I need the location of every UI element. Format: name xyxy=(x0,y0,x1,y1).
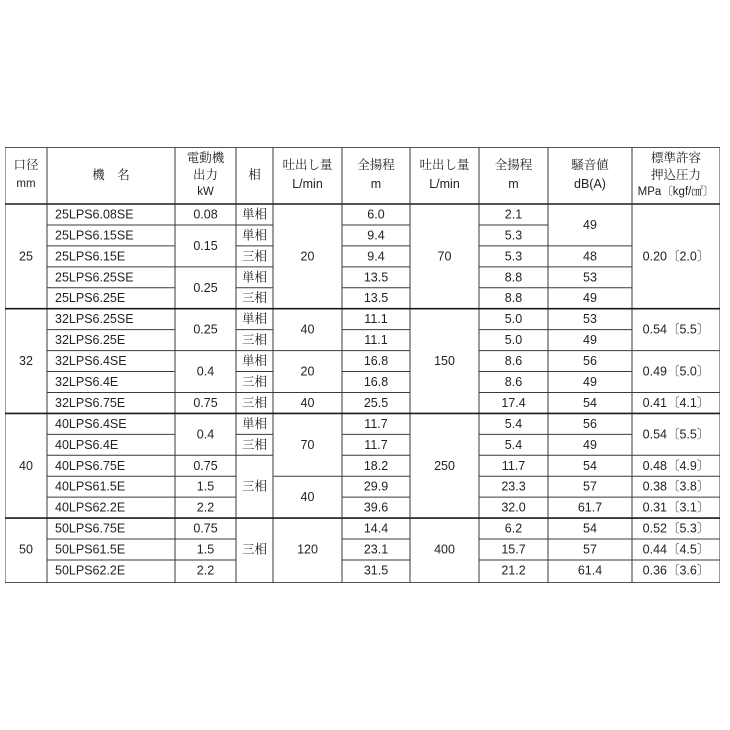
phase-cell: 三相 xyxy=(241,374,268,389)
model-cell: 25LPS6.25E xyxy=(55,291,126,306)
model-cell: 50LPS61.5E xyxy=(55,542,126,557)
discharge1-cell: 40 xyxy=(300,490,315,505)
model-cell: 50LPS6.75E xyxy=(55,521,126,536)
head2-cell: 5.4 xyxy=(504,437,523,452)
noise-cell: 49 xyxy=(583,374,597,389)
pressure-cell: 0.52〔5.3〕 xyxy=(642,521,710,536)
head1-cell: 6.0 xyxy=(367,207,385,222)
discharge2-cell: 250 xyxy=(434,458,455,473)
header-motor-unit: kW xyxy=(197,186,214,198)
header-motor: 電動機 xyxy=(186,151,225,165)
head2-cell: 5.0 xyxy=(504,333,523,348)
phase-cell: 三相 xyxy=(241,333,268,348)
model-cell: 40LPS61.5E xyxy=(55,479,126,494)
discharge2-cell: 70 xyxy=(437,249,452,264)
header-pressure: 押込圧力 xyxy=(650,168,702,182)
discharge1-cell: 70 xyxy=(300,437,315,452)
header-noise: 騒音値 xyxy=(571,158,609,172)
motor-cell: 2.2 xyxy=(196,500,215,515)
head1-cell: 9.4 xyxy=(367,249,385,264)
head1-cell: 31.5 xyxy=(363,563,389,578)
head2-cell: 8.8 xyxy=(504,291,523,306)
motor-cell: 0.15 xyxy=(193,238,218,253)
phase-cell: 三相 xyxy=(241,542,268,557)
header-discharge1: L/min xyxy=(292,177,323,191)
phase-cell: 単相 xyxy=(241,228,268,243)
noise-cell: 54 xyxy=(583,458,597,473)
noise-cell: 53 xyxy=(583,312,597,327)
motor-cell: 0.75 xyxy=(193,395,218,410)
discharge1-cell: 120 xyxy=(297,542,318,557)
head2-cell: 5.3 xyxy=(504,228,523,243)
discharge1-cell: 40 xyxy=(300,322,315,337)
header-head1: 全揚程 xyxy=(357,158,395,172)
motor-cell: 0.75 xyxy=(193,458,218,473)
header-pressure-unit: MPa〔kgf/㎠〕 xyxy=(637,186,715,198)
header-head1: m xyxy=(370,177,382,191)
pressure-cell: 0.49〔5.0〕 xyxy=(642,364,710,379)
header-pressure: 標準許容 xyxy=(650,151,702,165)
header-caliber-unit: mm xyxy=(16,178,36,190)
pressure-cell: 0.48〔4.9〕 xyxy=(642,458,710,473)
head1-cell: 39.6 xyxy=(363,500,389,515)
discharge1-cell: 40 xyxy=(300,395,315,410)
model-cell: 32LPS6.75E xyxy=(55,395,126,410)
caliber-cell: 50 xyxy=(19,542,33,557)
model-cell: 25LPS6.25SE xyxy=(55,270,134,285)
header-motor: 出力 xyxy=(192,168,219,182)
model-cell: 25LPS6.15E xyxy=(55,249,126,264)
head1-cell: 11.7 xyxy=(364,437,388,452)
noise-cell: 49 xyxy=(583,333,597,348)
phase-cell: 単相 xyxy=(241,416,268,431)
head1-cell: 14.4 xyxy=(363,521,389,536)
head2-cell: 15.7 xyxy=(501,542,526,557)
header-discharge2: L/min xyxy=(429,177,460,191)
model-cell: 32LPS6.4SE xyxy=(55,354,127,369)
model-cell: 40LPS62.2E xyxy=(55,500,126,515)
motor-cell: 0.25 xyxy=(193,280,218,295)
header-phase: 相 xyxy=(248,168,261,182)
discharge2-cell: 150 xyxy=(434,354,455,369)
head2-cell: 6.2 xyxy=(504,521,523,536)
noise-cell: 49 xyxy=(583,217,597,232)
noise-cell: 56 xyxy=(583,354,597,369)
head1-cell: 11.7 xyxy=(364,416,388,431)
head1-cell: 13.5 xyxy=(363,291,389,306)
head2-cell: 32.0 xyxy=(501,500,526,515)
head2-cell: 23.3 xyxy=(501,479,526,494)
pressure-cell: 0.36〔3.6〕 xyxy=(642,563,710,578)
head2-cell: 2.1 xyxy=(504,207,523,222)
noise-cell: 54 xyxy=(583,395,597,410)
motor-cell: 1.5 xyxy=(196,479,215,494)
motor-cell: 2.2 xyxy=(196,563,215,578)
head2-cell: 21.2 xyxy=(501,563,526,578)
discharge1-cell: 20 xyxy=(300,364,315,379)
pressure-cell: 0.20〔2.0〕 xyxy=(642,249,710,264)
phase-cell: 単相 xyxy=(241,312,268,327)
noise-cell: 57 xyxy=(583,542,597,557)
model-cell: 32LPS6.25E xyxy=(55,333,126,348)
header-caliber: 口径 xyxy=(13,158,39,172)
phase-cell: 単相 xyxy=(241,270,268,285)
model-cell: 40LPS6.75E xyxy=(55,458,126,473)
phase-cell: 三相 xyxy=(241,395,268,410)
caliber-cell: 32 xyxy=(19,354,33,369)
head2-cell: 8.6 xyxy=(504,354,523,369)
head2-cell: 11.7 xyxy=(501,458,526,473)
head1-cell: 11.1 xyxy=(364,312,388,327)
caliber-cell: 40 xyxy=(19,458,33,473)
noise-cell: 61.7 xyxy=(577,500,603,515)
motor-cell: 0.75 xyxy=(193,521,218,536)
motor-cell: 0.08 xyxy=(193,207,218,222)
motor-cell: 1.5 xyxy=(196,542,215,557)
head2-cell: 8.6 xyxy=(504,374,523,389)
discharge2-cell: 400 xyxy=(434,542,455,557)
noise-cell: 56 xyxy=(583,416,597,431)
head1-cell: 13.5 xyxy=(363,270,389,285)
head1-cell: 11.1 xyxy=(364,333,388,348)
phase-cell: 三相 xyxy=(241,291,268,306)
noise-cell: 49 xyxy=(583,437,597,452)
noise-cell: 48 xyxy=(583,249,597,264)
motor-cell: 0.25 xyxy=(193,322,218,337)
header-head2: 全揚程 xyxy=(494,158,533,172)
header-head2: m xyxy=(508,177,519,191)
caliber-cell: 25 xyxy=(19,249,33,264)
model-cell: 50LPS62.2E xyxy=(55,563,126,578)
head1-cell: 9.4 xyxy=(367,228,385,243)
model-cell: 40LPS6.4SE xyxy=(55,416,127,431)
model-cell: 32LPS6.4E xyxy=(55,374,119,389)
head1-cell: 16.8 xyxy=(363,354,389,369)
noise-cell: 49 xyxy=(583,291,597,306)
header-discharge2: 吐出し量 xyxy=(419,158,470,172)
pressure-cell: 0.44〔4.5〕 xyxy=(642,542,710,557)
head1-cell: 29.9 xyxy=(363,479,389,494)
head2-cell: 5.0 xyxy=(504,312,523,327)
pressure-cell: 0.41〔4.1〕 xyxy=(642,395,710,410)
pressure-cell: 0.38〔3.8〕 xyxy=(642,479,710,494)
head2-cell: 5.3 xyxy=(504,249,523,264)
noise-cell: 53 xyxy=(583,270,597,285)
pressure-cell: 0.31〔3.1〕 xyxy=(642,500,710,515)
model-cell: 40LPS6.4E xyxy=(55,437,119,452)
head1-cell: 18.2 xyxy=(363,458,389,473)
motor-cell: 0.4 xyxy=(196,364,215,379)
phase-cell: 三相 xyxy=(241,479,268,494)
head2-cell: 8.8 xyxy=(504,270,523,285)
noise-cell: 61.4 xyxy=(577,563,603,578)
head2-cell: 17.4 xyxy=(501,395,526,410)
phase-cell: 三相 xyxy=(241,249,268,264)
phase-cell: 単相 xyxy=(241,354,268,369)
model-cell: 32LPS6.25SE xyxy=(55,312,134,327)
discharge1-cell: 20 xyxy=(300,249,315,264)
motor-cell: 0.4 xyxy=(196,427,215,442)
head1-cell: 23.1 xyxy=(363,542,389,557)
model-cell: 25LPS6.08SE xyxy=(55,207,134,222)
head1-cell: 16.8 xyxy=(363,374,389,389)
pressure-cell: 0.54〔5.5〕 xyxy=(642,427,710,442)
noise-cell: 54 xyxy=(583,521,597,536)
head2-cell: 5.4 xyxy=(504,416,523,431)
header-noise: dB(A) xyxy=(574,177,606,191)
phase-cell: 三相 xyxy=(241,437,268,452)
noise-cell: 57 xyxy=(583,479,597,494)
head1-cell: 25.5 xyxy=(363,395,389,410)
pressure-cell: 0.54〔5.5〕 xyxy=(642,322,710,337)
phase-cell: 単相 xyxy=(241,207,268,222)
header-model: 機 名 xyxy=(92,168,130,182)
model-cell: 25LPS6.15SE xyxy=(55,228,134,243)
pump-spec-table xyxy=(5,147,720,583)
header-discharge1: 吐出し量 xyxy=(282,158,333,172)
